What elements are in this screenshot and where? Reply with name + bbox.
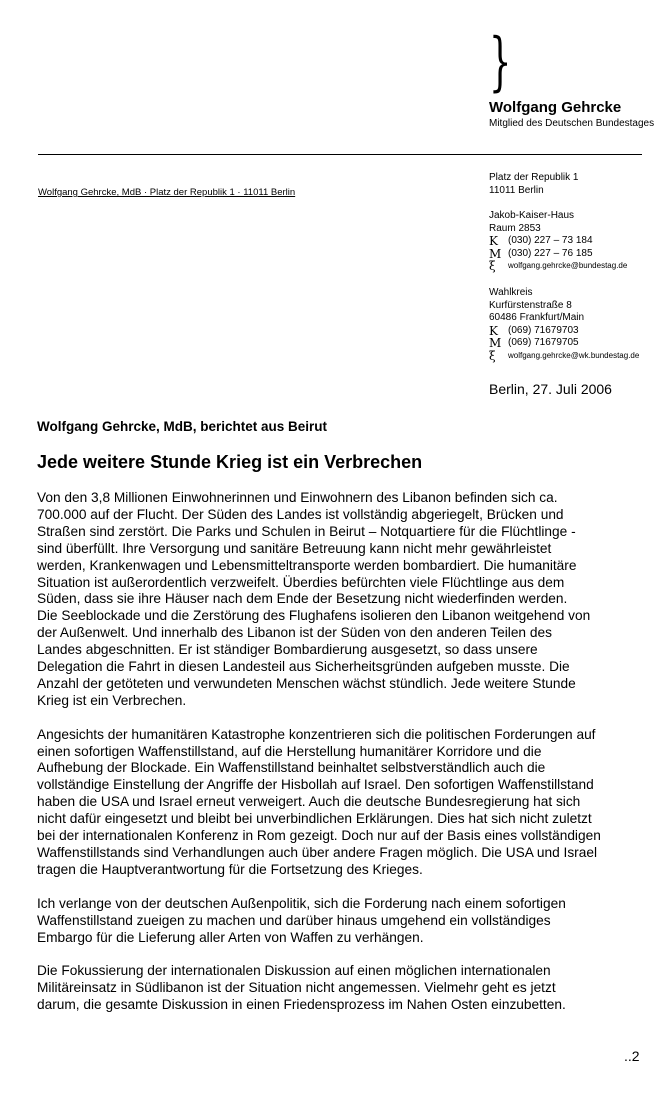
email-icon: ξ xyxy=(489,259,496,273)
contact-block-berlin xyxy=(489,172,579,197)
wahlkreis-phone-row xyxy=(489,325,639,338)
sender-line: Wolfgang Gehrcke, MdB · Platz der Republik 1 · 11011 Berlin xyxy=(38,187,296,198)
body-paragraph: Die Fokussierung der internationalen Diskussion auf einen möglichen internationalen Militäreinsatz in Südlibanon ist der Situation nicht angemessen. Vielmehr geht es jetzt darum, die gesamte Diskussion in einen Friedensprozess im Nahen Osten einzubetten. xyxy=(37,963,566,1013)
contact-block-office xyxy=(489,210,627,273)
fax-row xyxy=(489,248,627,261)
wahlkreis-city: 60486 Frankfurt/Main xyxy=(489,312,585,323)
email-icon: ξ xyxy=(489,348,496,363)
page-number: ..2 xyxy=(624,1048,640,1064)
phone-icon: K xyxy=(489,323,498,338)
body-paragraph: Ich verlange von der deutschen Außenpolitik, sich die Forderung nach einem sofortigen Waffenstillstand zueigen zu machen und darüber hinaus umgehend ein vollständiges Embargo für die Lieferung aller Arten von Waffen zu verhängen. xyxy=(37,895,566,945)
wahlkreis-label: Wahlkreis xyxy=(489,287,533,298)
letterhead-subtitle: Mitglied des Deutschen Bundestages xyxy=(489,118,655,129)
phone-row xyxy=(489,235,627,248)
office-room: Raum 2853 xyxy=(489,222,541,234)
letter-date: Berlin, 27. Juli 2006 xyxy=(489,381,612,397)
subheading: Wolfgang Gehrcke, MdB, berichtet aus Beirut xyxy=(37,419,328,434)
logo-brace-icon: } xyxy=(489,25,512,99)
fax-icon: M xyxy=(489,246,502,261)
letterhead-name: Wolfgang Gehrcke xyxy=(489,99,622,116)
headline: Jede weitere Stunde Krieg ist ein Verbrechen xyxy=(37,452,423,472)
body-paragraph: Angesichts der humanitären Katastrophe konzentrieren sich die politischen Forderungen auf einen sofortigen Waffenstillstand, auf die Herstellung humanitärer Korridore und die Aufhebung der Blockade. Ein Waffenstillstand beinhaltet selbstverständlich auch die vollständige Einstellung der Angriffe der Hisbollah auf Israel. Den sofortigen Waffenstillstand haben die USA und Israel erneut verweigert. Auch die deutsche Bundesregierung hat sich nicht dafür eingesetzt und bleibt bei unverbindlichen Erklärungen. Dies hat sich nicht zuletzt bei der internationalen Konferenz in Rom gezeigt. Doch nur auf der Basis eines vollständigen Waffenstillstands sind Verhandlungen auch über andere Fragen möglich. Die USA und Israel tragen die Hauptverantwortung für die Fortsetzung des Krieges. xyxy=(37,726,601,877)
phone-number: (030) 227 – 73 184 xyxy=(508,235,593,246)
address-line-1: Platz der Republik 1 xyxy=(489,172,579,183)
wahlkreis-street: Kurfürstenstraße 8 xyxy=(489,299,572,311)
wahlkreis-email[interactable]: wolfgang.gehrcke@wk.bundestag.de xyxy=(508,350,640,360)
wahlkreis-phone: (069) 71679703 xyxy=(508,324,579,336)
phone-icon: K xyxy=(489,234,498,248)
body-paragraph: Von den 3,8 Millionen Einwohnerinnen und Einwohnern des Libanon befinden sich ca. 700.000 auf der Flucht. Der Süden des Landes ist vollständig abgeriegelt, Brücken und Straßen sind zerstört. Die Parks und Schulen in Beirut – Notquartiere für die Flüchtlinge - sind überfüllt. Ihre Versorgung und sanitäre Betreuung kann nicht mehr gewährleistet werden, Krankenwagen und Lebensmitteltransporte werden bombardiert. Die humanitäre Situation ist außerordentlich verzweifelt. Überdies befürchten viele Flüchtlinge aus dem Süden, dass sie ihre Häuser nach dem Ende der Besetzung nicht wiederfinden werden. Die Seeblockade und die Zerstörung des Flughafens isolieren den Libanon weitgehend von der Außenwelt. Und innerhalb des Libanon ist der Süden von den anderen Teilen des Landes abgeschnitten. Er ist ständiger Bombardierung ausgesetzt, so dass unsere Delegation die Fahrt in diesen Landesteil aus Sicherheitsgründen aufgeben musste. Die Anzahl der getöteten und verwundeten Menschen wächst stündlich. Jede weitere Stunde Krieg ist ein Verbrechen. xyxy=(37,490,591,708)
wahlkreis-fax: (069) 71679705 xyxy=(508,337,579,348)
email-address[interactable]: wolfgang.gehrcke@bundestag.de xyxy=(508,261,628,270)
header-divider xyxy=(38,154,642,155)
wahlkreis-email-row xyxy=(489,350,639,363)
contact-block-wahlkreis xyxy=(489,287,639,362)
letter-body xyxy=(37,490,647,1031)
address-line-2: 11011 Berlin xyxy=(489,184,544,196)
office-building: Jakob-Kaiser-Haus xyxy=(489,210,575,221)
email-row xyxy=(489,260,627,273)
fax-icon: M xyxy=(489,336,502,350)
fax-number: (030) 227 – 76 185 xyxy=(508,247,593,259)
wahlkreis-fax-row xyxy=(489,337,639,350)
